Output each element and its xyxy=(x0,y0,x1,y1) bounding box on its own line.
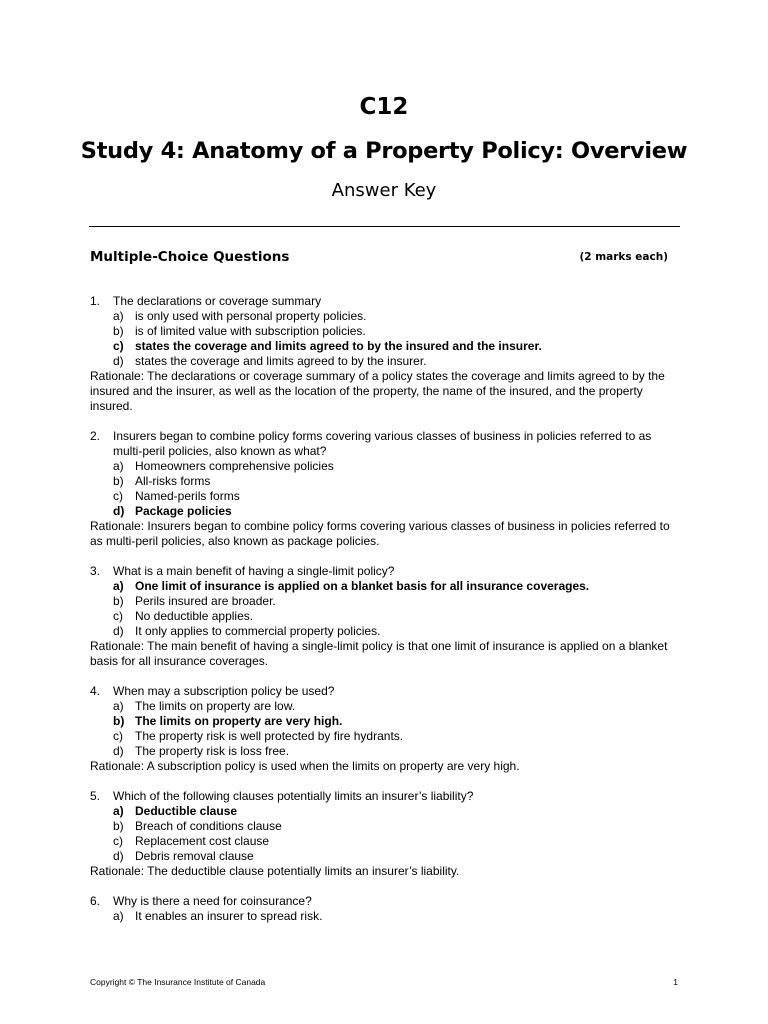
question-text: Which of the following clauses potentially limits an insurer’s liability? xyxy=(113,789,474,803)
option-letter: a) xyxy=(113,459,124,473)
rationale-text: Rationale: The main benefit of having a single-limit policy is that one limit of insurance is applied on a blanket basis for all insurance coverages. xyxy=(90,639,668,668)
option-letter: b) xyxy=(113,819,124,833)
question-item xyxy=(90,894,680,924)
option-text: is only used with personal property policies. xyxy=(135,309,367,323)
option-text: All-risks forms xyxy=(135,474,211,488)
correct-answer-option xyxy=(90,714,680,729)
question-number: 5. xyxy=(90,789,101,803)
option-letter: c) xyxy=(113,729,123,743)
document-subtitle: Answer Key xyxy=(331,180,437,201)
correct-answer-option xyxy=(90,339,680,354)
option-letter: c) xyxy=(113,609,123,623)
option-text: Deductible clause xyxy=(135,804,238,818)
option-text: The limits on property are low. xyxy=(135,699,296,713)
option-text: It enables an insurer to spread risk. xyxy=(135,909,323,923)
option-letter: b) xyxy=(113,324,124,338)
correct-answer-option xyxy=(90,579,680,594)
option-letter: a) xyxy=(113,579,124,593)
course-code: C12 xyxy=(359,94,409,120)
option-text: Homeowners comprehensive policies xyxy=(135,459,334,473)
option-text: Package policies xyxy=(135,504,232,518)
option-letter: d) xyxy=(113,624,124,638)
option-text: The property risk is well protected by fire hydrants. xyxy=(135,729,404,743)
question-number: 3. xyxy=(90,564,101,578)
question-stem xyxy=(90,429,680,459)
option-letter: c) xyxy=(113,834,123,848)
question-text: When may a subscription policy be used? xyxy=(113,684,335,698)
option-text: is of limited value with subscription policies. xyxy=(135,324,366,338)
question-item xyxy=(90,429,680,549)
answer-options xyxy=(90,699,680,759)
correct-answer-option xyxy=(90,804,680,819)
option-letter: b) xyxy=(113,474,124,488)
answer-option xyxy=(90,324,680,339)
option-letter: a) xyxy=(113,309,124,323)
option-text: It only applies to commercial property policies. xyxy=(135,624,381,638)
answer-option xyxy=(90,849,680,864)
header-divider xyxy=(89,226,680,227)
question-stem xyxy=(90,294,680,309)
option-text: Perils insured are broader. xyxy=(135,594,276,608)
answer-option xyxy=(90,474,680,489)
answer-options xyxy=(90,804,680,864)
option-text: states the coverage and limits agreed to by the insurer. xyxy=(135,354,427,368)
copyright-text: Copyright © The Insurance Institute of Canada xyxy=(90,977,266,987)
question-stem xyxy=(90,789,680,804)
rationale-text: Rationale: The deductible clause potentially limits an insurer’s liability. xyxy=(90,864,460,878)
question-list xyxy=(90,294,680,939)
option-letter: a) xyxy=(113,804,124,818)
question-text: Why is there a need for coinsurance? xyxy=(113,894,312,908)
question-stem xyxy=(90,894,680,909)
option-letter: d) xyxy=(113,354,124,368)
option-letter: c) xyxy=(113,489,123,503)
option-text: No deductible applies. xyxy=(135,609,254,623)
rationale-text: Rationale: A subscription policy is used when the limits on property are very high. xyxy=(90,759,520,773)
question-number: 4. xyxy=(90,684,101,698)
answer-option xyxy=(90,609,680,624)
answer-option xyxy=(90,354,680,369)
document-title: Study 4: Anatomy of a Property Policy: Overview xyxy=(80,138,688,164)
option-text: The property risk is loss free. xyxy=(135,744,290,758)
question-number: 2. xyxy=(90,429,101,443)
option-text: Breach of conditions clause xyxy=(135,819,282,833)
answer-option xyxy=(90,459,680,474)
option-letter: b) xyxy=(113,594,124,608)
question-text: What is a main benefit of having a single-limit policy? xyxy=(113,564,395,578)
question-item xyxy=(90,564,680,669)
question-item xyxy=(90,294,680,414)
answer-option xyxy=(90,909,680,924)
question-number: 6. xyxy=(90,894,101,908)
option-letter: b) xyxy=(113,714,125,728)
answer-options xyxy=(90,579,680,639)
answer-option xyxy=(90,309,680,324)
rationale-text: Rationale: Insurers began to combine policy forms covering various classes of business in policies referred to as multi-peril policies, also known as package policies. xyxy=(90,519,670,548)
option-text: Named-perils forms xyxy=(135,489,240,503)
option-letter: a) xyxy=(113,699,124,713)
option-text: Debris removal clause xyxy=(135,849,254,863)
answer-options xyxy=(90,909,680,924)
answer-options xyxy=(90,309,680,369)
question-item xyxy=(90,789,680,879)
rationale-text: Rationale: The declarations or coverage summary of a policy states the coverage and limits agreed to by the insured and the insurer, as well as the location of the property, the name of the insured, and the property insured. xyxy=(90,369,665,413)
section-title: Multiple-Choice Questions xyxy=(90,249,290,265)
option-text: The limits on property are very high. xyxy=(135,714,343,728)
answer-option xyxy=(90,819,680,834)
section-header xyxy=(90,248,668,266)
answer-option xyxy=(90,729,680,744)
question-text: The declarations or coverage summary xyxy=(113,294,322,308)
option-letter: a) xyxy=(113,909,124,923)
answer-option xyxy=(90,594,680,609)
page-number: 1 xyxy=(673,977,678,987)
answer-options xyxy=(90,459,680,519)
option-text: states the coverage and limits agreed to by the insured and the insurer. xyxy=(135,339,542,353)
answer-option xyxy=(90,834,680,849)
answer-option xyxy=(90,744,680,759)
page-footer xyxy=(90,977,678,987)
question-stem xyxy=(90,684,680,699)
option-text: Replacement cost clause xyxy=(135,834,270,848)
answer-option xyxy=(90,624,680,639)
option-text: One limit of insurance is applied on a blanket basis for all insurance coverages. xyxy=(135,579,590,593)
option-letter: d) xyxy=(113,504,125,518)
question-text: Insurers began to combine policy forms covering various classes of business in policies referred to as multi-peril policies, also known as what? xyxy=(113,429,652,458)
option-letter: d) xyxy=(113,744,124,758)
option-letter: d) xyxy=(113,849,124,863)
question-number: 1. xyxy=(90,294,101,308)
question-item xyxy=(90,684,680,774)
answer-option xyxy=(90,699,680,714)
answer-option xyxy=(90,489,680,504)
question-stem xyxy=(90,564,680,579)
correct-answer-option xyxy=(90,504,680,519)
marks-note: (2 marks each) xyxy=(579,251,668,263)
option-letter: c) xyxy=(113,339,124,353)
